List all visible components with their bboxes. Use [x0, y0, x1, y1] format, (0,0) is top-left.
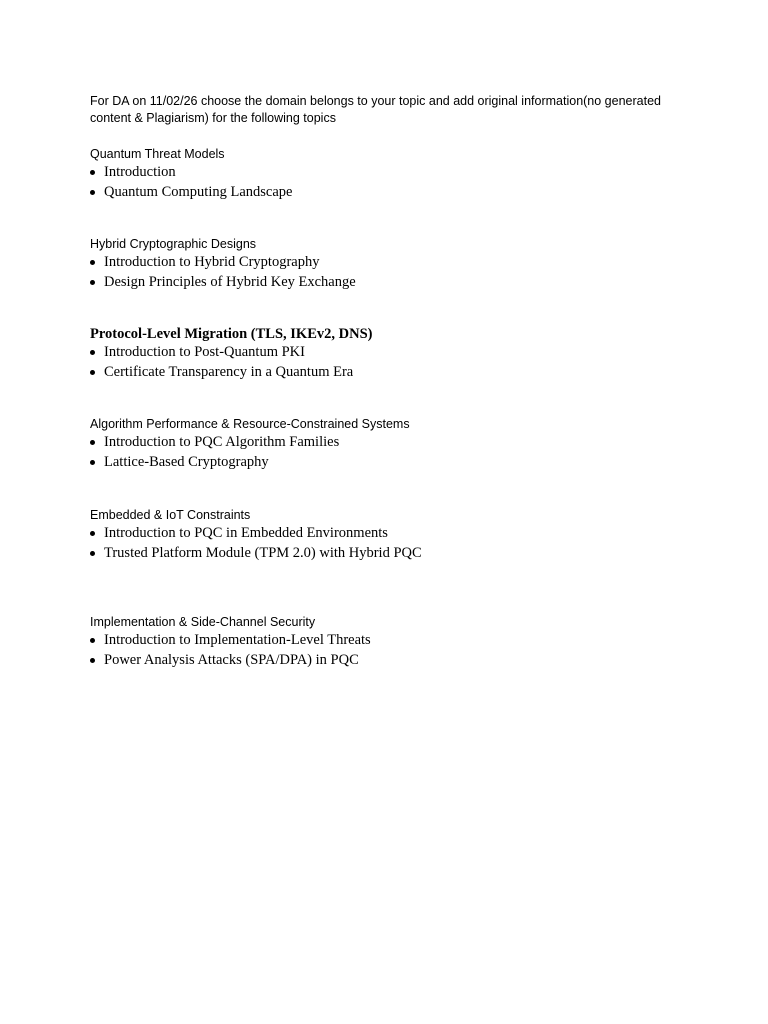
- section-algorithm-performance: [90, 416, 690, 472]
- bullet-icon: [90, 280, 95, 285]
- list-item: Power Analysis Attacks (SPA/DPA) in PQC: [90, 651, 690, 671]
- section-embedded-iot-constraints: [90, 507, 690, 563]
- bullet-icon: [90, 190, 95, 195]
- bullet-icon: [90, 350, 95, 355]
- bullet-icon: [90, 440, 95, 445]
- list-item: Design Principles of Hybrid Key Exchange: [90, 273, 690, 293]
- section-heading: Protocol-Level Migration (TLS, IKEv2, DNS): [90, 326, 373, 342]
- section-heading: Hybrid Cryptographic Designs: [90, 237, 257, 251]
- bullet-icon: [90, 551, 95, 556]
- section-hybrid-cryptographic-designs: [90, 236, 690, 292]
- bullet-icon: [90, 658, 95, 663]
- bullet-icon: [90, 170, 95, 175]
- bullet-list: [90, 253, 690, 292]
- list-item: Introduction to Implementation-Level Threats: [90, 631, 690, 651]
- bullet-list: [90, 524, 690, 563]
- bullet-icon: [90, 460, 95, 465]
- list-item: Introduction to PQC Algorithm Families: [90, 433, 690, 453]
- section-heading: Embedded & IoT Constraints: [90, 508, 251, 522]
- bullet-icon: [90, 638, 95, 643]
- section-protocol-level-migration: [90, 325, 690, 382]
- section-implementation-side-channel: [90, 614, 690, 670]
- section-heading: Implementation & Side-Channel Security: [90, 615, 316, 629]
- section-heading: Algorithm Performance & Resource-Constrained Systems: [90, 417, 410, 431]
- bullet-list: [90, 163, 690, 202]
- list-item: Introduction: [90, 163, 690, 183]
- list-item: Introduction to Hybrid Cryptography: [90, 253, 690, 273]
- list-item: Trusted Platform Module (TPM 2.0) with Hybrid PQC: [90, 544, 690, 564]
- bullet-icon: [90, 370, 95, 375]
- bullet-list: [90, 631, 690, 670]
- bullet-list: [90, 433, 690, 472]
- bullet-icon: [90, 531, 95, 536]
- list-item: Quantum Computing Landscape: [90, 183, 690, 203]
- list-item: Certificate Transparency in a Quantum Era: [90, 363, 690, 383]
- intro-paragraph: For DA on 11/02/26 choose the domain belongs to your topic and add original information(no generated content & Plagiarism) for the following topics: [90, 94, 661, 125]
- bullet-icon: [90, 260, 95, 265]
- section-heading: Quantum Threat Models: [90, 147, 225, 161]
- bullet-list: [90, 343, 690, 382]
- list-item: Introduction to Post-Quantum PKI: [90, 343, 690, 363]
- list-item: Introduction to PQC in Embedded Environments: [90, 524, 690, 544]
- section-quantum-threat-models: [90, 146, 690, 202]
- list-item: Lattice-Based Cryptography: [90, 453, 690, 473]
